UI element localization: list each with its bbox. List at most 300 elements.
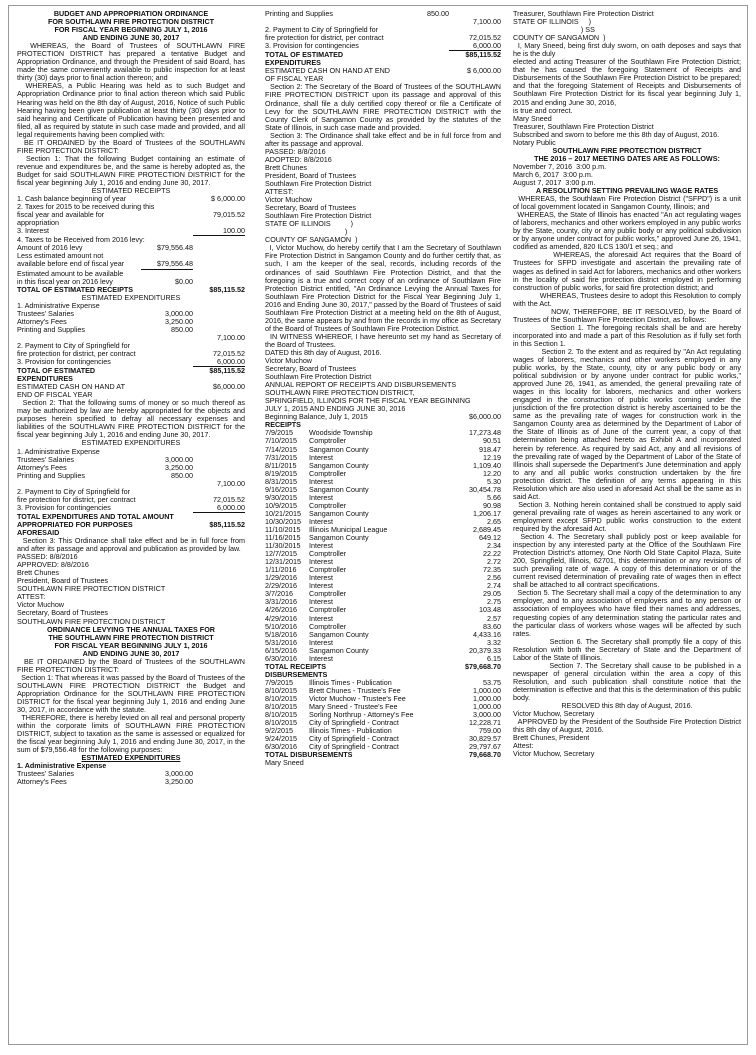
table-row	[265, 606, 501, 614]
table-row	[265, 437, 501, 445]
ledger-label: Trustees' Salaries	[17, 308, 75, 318]
row-description: Comptroller	[309, 621, 347, 631]
row-description: Interest	[309, 613, 333, 623]
ledger-label: Attorney's Fees	[17, 777, 67, 787]
text-paragraph: SOUTHLAWN FIRE PROTECTION DISTRICT,	[265, 388, 415, 398]
row-description: Sangamon County	[309, 533, 369, 543]
text-paragraph: ATTEST:	[17, 592, 46, 602]
text-paragraph: WHEREAS, Trustees desire to adopt this Resolution to comply with the Act.	[513, 290, 743, 308]
text-paragraph: WHEREAS, a Public Hearing was held as to such Budget and Appropriation Ordinance prior to final action thereon which said Public Hearing was held on the 8th day of August, 2016, Notice of such Public Hearing having been given publication at least thirty (30) days prior to said hearing and Certificate of Publication having been presented and filed, all as required by statute in such case made and provided, and all legal requirements having been complied with:	[17, 81, 247, 139]
text-paragraph: SOUTHLAWN FIRE PROTECTION DISTRICT	[17, 584, 166, 594]
table-row	[265, 566, 501, 574]
ledger-amount	[141, 334, 193, 342]
disbursements-table	[265, 679, 501, 751]
newspaper-legal-notice-page	[8, 5, 748, 1045]
row-description: Interest	[309, 557, 333, 567]
ledger-amount	[141, 521, 193, 537]
row-date: 11/30/2015	[265, 541, 301, 551]
row-date: 1/29/2016	[265, 573, 297, 583]
ledger-total: $6,000.00	[213, 382, 245, 392]
row-date: 2/29/2016	[265, 581, 297, 591]
table-row	[265, 582, 501, 590]
ledger-row	[17, 211, 245, 227]
section-heading: SOUTHLAWN FIRE PROTECTION DISTRICT	[552, 145, 702, 155]
row-date: 9/16/2015	[265, 484, 297, 494]
row-amount: 22.22	[483, 549, 501, 559]
table-row	[265, 542, 501, 550]
row-description: Illinois Times - Publication	[309, 726, 392, 736]
text-paragraph: IN WITNESS WHEREOF, I have hereunto set my hand as Secretary of the Board of Trustees.	[265, 331, 503, 349]
row-amount: 83.60	[483, 621, 501, 631]
row-amount: 5.30	[487, 476, 501, 486]
ledger-amount	[141, 211, 193, 227]
text-paragraph: THEREFORE, there is hereby levied on all real and personal property within the corporate limits of SOUTHLAWN FIRE PROTECTION DISTRICT, subject to taxation as the same is assessed or equalized for the fiscal year beginning July 1, 2016 and ending June 30, 2017, in the sum of $79,556.48 for the following purposes:	[17, 713, 247, 755]
table-row	[265, 590, 501, 598]
row-date: 10/9/2015	[265, 500, 297, 510]
text-paragraph: COUNTY OF SANGAMON )	[513, 33, 606, 43]
ledger-amount: $0.00	[175, 276, 193, 286]
row-amount: 72.35	[483, 565, 501, 575]
ledger-label: Amount of 2016 levy	[17, 243, 83, 253]
row-amount: 53.75	[483, 677, 501, 687]
row-amount: 1,109.40	[473, 460, 501, 470]
row-amount: 2.74	[487, 581, 501, 591]
text-paragraph: NOW, THEREFORE, BE IT RESOLVED, by the Board of Trustees of the Southlawn Fire Protection District, as follows:	[513, 306, 743, 324]
text-paragraph: elected and acting Treasurer of the Southlawn Fire Protection District; that he has caused the foregoing Statement of Receipts and Disbursements of the Southlawn Fire Protection District to be prepared; and that the foregoing Statement of Receipts and Disbursements of Southlawn Fire Protection District for its fiscal year beginning July 1, 2015 and ending June 30, 2016,	[513, 57, 743, 107]
row-description: Comptroller	[309, 589, 347, 599]
row-description: Sorling Northrup - Attorney's Fee	[309, 710, 414, 720]
ledger-label: Trustees' Salaries	[17, 769, 75, 779]
text-paragraph: President, Board of Trustees	[17, 576, 109, 586]
text-paragraph: 4. Taxes to be Received from 2016 levy:	[17, 235, 145, 245]
row-description: Sangamon County	[309, 444, 369, 454]
text-paragraph: JULY 1, 2015 AND ENDING JUNE 30, 2016	[265, 404, 406, 414]
row-amount: 4,433.16	[473, 629, 501, 639]
row-description: Comptroller	[309, 436, 347, 446]
row-date: 8/10/2015	[265, 685, 297, 695]
table-row	[265, 429, 501, 437]
text-paragraph: PASSED: 8/8/2016	[17, 552, 78, 562]
text-paragraph: Section 1. The foregoing recitals shall be and are hereby incorporated into and made a part of this Resolution as if fully set forth in this Section 1.	[513, 322, 743, 348]
row-description: Interest	[309, 452, 333, 462]
text-paragraph: Victor Muchow	[265, 356, 313, 366]
row-description: Interest	[309, 597, 333, 607]
row-date: 6/30/2016	[265, 742, 297, 752]
row-amount: 90.51	[483, 436, 501, 446]
row-date: 3/7/2016	[265, 589, 293, 599]
row-amount: 12,228.71	[469, 718, 501, 728]
ledger-amount: 3,250.00	[165, 316, 193, 326]
row-amount: 1,206.17	[473, 508, 501, 518]
row-amount: 649.12	[479, 533, 501, 543]
ledger-amount: 850.00	[171, 470, 193, 480]
row-date: 5/18/2016	[265, 629, 297, 639]
text-paragraph: Southlawn Fire Protection District	[265, 178, 372, 188]
section-heading: AND ENDING JUNE 30, 2017	[82, 33, 180, 43]
ledger-row	[265, 51, 501, 67]
ledger-amount	[141, 480, 193, 488]
row-description: Mary Sneed - Trustee's Fee	[309, 702, 398, 712]
text-paragraph: SOUTHLAWN FIRE PROTECTION DISTRICT	[17, 616, 166, 626]
ledger-amount	[141, 358, 193, 367]
section-heading: THE 2016 – 2017 MEETING DATES ARE AS FOLLOWS:	[534, 153, 720, 163]
ledger-amount	[397, 413, 449, 421]
text-paragraph: ESTIMATED EXPENDITURES	[81, 438, 181, 448]
text-paragraph: Treasurer, Southlawn Fire Protection District	[513, 9, 654, 18]
section-heading: FOR FISCAL YEAR BEGINNING JULY 1, 2016	[54, 640, 208, 650]
text-paragraph: President, Board of Trustees	[265, 170, 357, 180]
row-amount: 1,000.00	[473, 702, 501, 712]
row-description: City of Springfield - Contract	[309, 734, 399, 744]
ledger-total: $6,000.00	[469, 412, 501, 422]
ledger-total: 7,100.00	[217, 332, 245, 342]
row-date: 9/2/2015	[265, 726, 293, 736]
ledger-row	[17, 521, 245, 537]
text-paragraph: TOTAL EXPENDITURES AND TOTAL AMOUNT	[17, 511, 174, 521]
ledger-total: 72,015.52	[469, 33, 501, 43]
text-paragraph: Secretary, Board of Trustees	[17, 608, 108, 618]
row-description: Sangamon County	[309, 484, 369, 494]
row-amount: 30,829.57	[469, 734, 501, 744]
text-paragraph: WHEREAS, the State of Illinois has enacted "An act regulating wages of laborers, mechanics and other workers employed in any public works by the State, county, city or any public body or any political subdivision or by anyone under contract for public works," approved June 26, 1941, codified as amended, 820 ILCS 130/1 et seq.; and	[513, 210, 743, 252]
ledger-total: $85,115.52	[465, 50, 501, 60]
row-date: 6/15/2016	[265, 645, 297, 655]
disbursements-heading: DISBURSEMENTS	[265, 669, 328, 679]
ledger-row	[17, 367, 245, 383]
row-date: 8/10/2015	[265, 718, 297, 728]
row-date: 8/31/2015	[265, 476, 297, 486]
section-heading: BUDGET AND APPROPRIATION ORDINANCE	[53, 9, 209, 18]
text-paragraph: Southlawn Fire Protection District	[265, 211, 372, 221]
row-amount: 17,273.48	[469, 428, 501, 438]
row-amount: 2.56	[487, 573, 501, 583]
row-description: City of Springfield - Contract	[309, 718, 399, 728]
row-date: 4/26/2016	[265, 605, 297, 615]
text-paragraph: Section 2: The Secretary of the Board of Trustees of the SOUTHLAWN FIRE PROTECTION DISTRICT upon its passage and approval of this Ordinance, shall file a duly certified copy thereof or file a Certificate of Levy for the SOUTHLAWN FIRE PROTECTION DISTRICT with the County Clerk of Sangamon County as provided by the statutes of the State of Illinois, in such case made and provided.	[265, 82, 503, 132]
row-date: 3/31/2016	[265, 597, 297, 607]
ledger-label: 3. Interest	[17, 226, 49, 236]
text-paragraph: 1. Administrative Expense	[17, 300, 100, 310]
ledger-amount: 3,250.00	[165, 777, 193, 787]
row-description: Sangamon County	[309, 460, 369, 470]
table-row	[265, 534, 501, 542]
ledger-label: Beginning Balance, July 1, 2015	[265, 412, 368, 422]
table-row	[265, 558, 501, 566]
row-description: Illinois Times - Publication	[309, 677, 392, 687]
ledger-row	[17, 383, 245, 399]
ledger-total: $85,115.52	[209, 366, 245, 376]
table-row	[265, 615, 501, 623]
section-heading: ESTIMATED EXPENDITURES	[81, 753, 181, 763]
ledger-total: 6,000.00	[193, 504, 245, 513]
ledger-label: 1. Cash balance beginning of year	[17, 194, 127, 204]
ledger-label: 3. Provision for contingencies	[265, 41, 359, 51]
text-paragraph: Estimated amount to be available	[17, 268, 124, 278]
column-right	[513, 9, 744, 759]
text-paragraph: Section 2: That the following sums of money or so much thereof as may be authorized by law are hereby appropriated for the objects and purposes herein specified to defray all necessary expenses and liabilities of the SOUTHLAWN FIRE PROTECTION DISTRICT for the fiscal year beginning July 1, 2016 and ending June 30, 2017.	[17, 398, 247, 440]
table-row	[265, 574, 501, 582]
ledger-amount: 3,000.00	[165, 454, 193, 464]
row-date: 8/11/2015	[265, 460, 297, 470]
ledger-row	[17, 778, 245, 786]
ledger-amount: 850.00	[171, 324, 193, 334]
row-description: Interest	[309, 637, 333, 647]
text-paragraph: Mary Sneed	[513, 113, 552, 123]
text-paragraph: WHEREAS, the Southlawn Fire Protection District ("SFPD") is a unit of local government located in Sangamon County, Illinois; and	[513, 194, 743, 212]
row-description: Sangamon County	[309, 508, 369, 518]
text-paragraph: WHEREAS, the aforesaid Act requires that the Board of Trustees for SFPD investigate and ascertain the prevailing rate of wages as defined in said Act for laborers, mechanics and other workers in the locality of said fire protection district employed in performing construction of public works, for said fire protection district; and	[513, 250, 743, 292]
text-paragraph: Notary Public	[513, 137, 556, 147]
table-row	[265, 486, 501, 494]
ledger-total: $ 6,000.00	[467, 66, 501, 76]
text-paragraph: APPROVED: 8/8/2016	[17, 560, 89, 570]
table-row	[265, 631, 501, 639]
ledger-label: Printing and Supplies	[17, 324, 85, 334]
row-amount: 2.75	[487, 597, 501, 607]
row-date: 7/10/2015	[265, 436, 297, 446]
text-paragraph: Section 2. To the extent and as required by "An Act regulating wages of laborers, mechanics and other workers employed in any public works, by the State, county, city or any public body or any political subdivision or by anyone under contract for public works," approved June 26, 1941, as amended, the general prevailing rate of wages in this locality for laborers, mechanics and other workers engaged in the construction of public works coming under the jurisdiction of the fire protection district is hereby ascertained to be the same as the prevailing rate of wages for construction work in the Sangamon County area as determined by the Department of Labor of the State of Illinois as of June of the current year, a copy of that determination being attached hereto as Exhibit A and incorporated herein by reference. As required by said Act, any and all revisions of the prevailing rate of waged by the Department of Labor of the State of Illinois shall supersede the Department's June determination and apply to any and all public works construction undertaken by the fire protection district. The definition of any terms appearing in this Resolution which are also used in aforesaid Act shall be the same as in said Act.	[513, 346, 743, 501]
ledger-label: in this fiscal year on 2016 levy	[17, 276, 113, 286]
row-description: Woodside Township	[309, 428, 373, 438]
row-date: 9/24/2015	[265, 734, 297, 744]
row-amount: 5.66	[487, 492, 501, 502]
text-paragraph: ANNUAL REPORT OF RECEIPTS AND DISBURSEMENTS	[265, 380, 457, 390]
ledger-row	[17, 326, 245, 334]
text-paragraph: ADOPTED: 8/8/2016	[265, 154, 332, 164]
text-paragraph: Mary Sneed	[265, 758, 304, 768]
row-amount: 30,454.78	[469, 484, 501, 494]
ledger-label: ESTIMATED CASH ON HAND AT END OF FISCAL YEAR	[17, 382, 125, 400]
text-paragraph: Section 3: The Ordinance shall take effect and be in full force from and after its passage and approval.	[265, 130, 503, 148]
ledger-label: ESTIMATED CASH ON HAND AT END OF FISCAL YEAR	[265, 66, 390, 84]
section-heading: ORDINANCE LEVYING THE ANNUAL TAXES FOR	[47, 624, 215, 634]
text-paragraph: STATE OF ILLINOIS )	[265, 219, 353, 229]
ledger-label: 3. Provision for contingencies	[17, 357, 111, 367]
ledger-total	[193, 244, 245, 252]
row-description: Interest	[309, 516, 333, 526]
text-paragraph: August 7, 2017 3:00 p.m.	[513, 177, 596, 187]
ledger-total: 72,015.52	[213, 348, 245, 358]
text-paragraph: Treasurer, Southlawn Fire Protection District	[513, 121, 654, 131]
row-description: Comptroller	[309, 605, 347, 615]
ledger-amount	[397, 67, 449, 83]
row-date: 8/10/2015	[265, 702, 297, 712]
row-description: Interest	[309, 492, 333, 502]
ledger-amount	[397, 42, 449, 51]
row-date: 12/7/2015	[265, 549, 297, 559]
text-paragraph: November 7, 2016 3:00 p.m.	[513, 161, 607, 171]
text-paragraph: 1. Administrative Expense	[17, 446, 100, 456]
table-row	[265, 623, 501, 631]
row-amount: 2.65	[487, 516, 501, 526]
table-row	[265, 478, 501, 486]
ledger-amount: 850.00	[427, 9, 449, 18]
ledger-total: 100.00	[193, 227, 245, 236]
ledger-amount	[397, 34, 449, 42]
row-description: Interest	[309, 581, 333, 591]
text-paragraph: DATED this 8th day of August, 2016.	[265, 347, 382, 357]
ledger-row	[265, 10, 501, 18]
text-paragraph: )	[265, 227, 348, 237]
row-date: 8/10/2015	[265, 710, 297, 720]
text-paragraph: Victor Muchow, Secretary	[513, 709, 595, 719]
ledger-total	[193, 464, 245, 472]
text-paragraph: Section 3. Nothing herein contained shall be construed to apply said general prevailing rate of wages as herein ascertained to any work or employment except SFPD public works construction to the extent required by the aforesaid Act.	[513, 499, 743, 533]
row-amount: 2,689.45	[473, 525, 501, 534]
text-paragraph: SPRINGFIELD, ILLINOIS FOR THE FISCAL YEAR BEGINNING	[265, 396, 471, 406]
ledger-amount	[397, 18, 449, 26]
ledger-total: 79,015.52	[213, 210, 245, 220]
ledger-total	[193, 778, 245, 786]
total-disbursements-label: TOTAL DISBURSEMENTS	[265, 750, 353, 760]
row-amount: 29.05	[483, 589, 501, 599]
ledger-total	[193, 456, 245, 464]
ledger-label: Attorney's Fees	[17, 462, 67, 472]
row-amount: 759.00	[479, 726, 501, 736]
ledger-label: Trustees' Salaries	[17, 454, 75, 464]
section-heading: AND ENDING JUNE 30, 2017	[82, 648, 180, 658]
text-paragraph: ESTIMATED RECEIPTS	[91, 186, 171, 196]
ledger-total	[193, 318, 245, 326]
text-paragraph: 2. Payment to City of Springfield for	[17, 486, 131, 496]
row-amount: 103.48	[479, 605, 501, 615]
ledger-total	[193, 310, 245, 318]
table-row	[265, 454, 501, 462]
row-description: Victor Muchow - Trustee's Fee	[309, 693, 406, 703]
row-description: Interest	[309, 476, 333, 486]
text-paragraph: Subscribed and sworn to before me this 8th day of August, 2016.	[513, 129, 720, 139]
ledger-label: fiscal year and available for appropriation	[17, 210, 105, 228]
row-description: Interest	[309, 653, 333, 663]
text-paragraph: Section 1: That whereas it was passed by the Board of Trustees of the SOUTHLAWN FIRE PROTECTION DISTRICT the Budget and Appropriation Ordinance for the SOUTHLAWN FIRE PROTECTION DISTRICT for the fiscal year beginning July 1, 2016 and ending June 30, 2017, in accordance with the statute.	[17, 672, 247, 715]
text-paragraph: ESTIMATED EXPENDITURES	[81, 292, 181, 302]
row-amount: 918.47	[479, 444, 501, 454]
table-row	[265, 470, 501, 478]
ledger-row	[265, 67, 501, 83]
ledger-amount	[141, 496, 193, 504]
ledger-total: 6,000.00	[193, 358, 245, 367]
text-paragraph: I, Mary Sneed, being first duly sworn, on oath deposes and says that he is the duly	[513, 41, 743, 59]
table-row	[265, 494, 501, 502]
ledger-amount: 3,250.00	[165, 462, 193, 472]
text-paragraph: STATE OF ILLINOIS )	[513, 17, 592, 27]
ledger-total: $85,115.52	[209, 519, 245, 529]
ledger-label: Printing and Supplies	[17, 470, 85, 480]
row-description: Interest	[309, 573, 333, 583]
row-amount: 3,000.00	[473, 710, 501, 720]
ledger-label: fire protection for district, per contract	[17, 348, 136, 358]
row-description: City of Springfield - Contract	[309, 742, 399, 752]
text-paragraph: Brett Chunes	[17, 568, 59, 578]
text-paragraph: Attest:	[513, 741, 534, 751]
row-amount: 1,000.00	[473, 685, 501, 695]
row-date: 6/30/2016	[265, 653, 297, 663]
ledger-label: fire protection for district, per contract	[265, 33, 384, 43]
text-paragraph: PASSED: 8/8/2016	[265, 146, 326, 156]
row-amount: 2.72	[487, 557, 501, 567]
section-heading: FOR SOUTHLAWN FIRE PROTECTION DISTRICT	[47, 17, 215, 27]
text-paragraph: Section 6. The Secretary shall promptly file a copy of this Resolution with both the Secretary of State and the Department of Labor of the State of Illinois.	[513, 636, 744, 662]
table-row	[265, 647, 501, 655]
ledger-row	[17, 472, 245, 480]
ledger-total: 7,100.00	[473, 17, 501, 27]
text-paragraph: Section 5. The Secretary shall mail a copy of the determination to any employer, and to any association of employers and to any person or association of employees who have filed their names and addresses, requesting copies of any determination stating the particular rates and the particular class of workers whose wages will be affected by such rates.	[513, 588, 744, 638]
row-description: Comptroller	[309, 565, 347, 575]
ledger-label: Printing and Supplies	[265, 9, 333, 18]
total-disbursements-value: 79,668.70	[469, 750, 501, 760]
text-paragraph: Section 7. The Secretary shall cause to be published in a newspaper of general circulation within the area a copy of this Resolution, and such publication shall constitute notice that the determination is effective and that this is the determination of this public body.	[513, 660, 744, 702]
receipts-table	[265, 429, 501, 662]
text-paragraph: RESOLVED this 8th day of August, 2016.	[561, 701, 693, 711]
text-paragraph: Victor Muchow	[265, 195, 313, 205]
ledger-amount	[141, 350, 193, 358]
row-amount: 29,797.67	[469, 742, 501, 752]
ledger-label: TOTAL OF ESTIMATED RECEIPTS	[17, 284, 134, 294]
row-amount: 1,000.00	[473, 693, 501, 703]
text-paragraph: Brett Chunes	[265, 162, 307, 172]
section-heading: THE SOUTHLAWN FIRE PROTECTION DISTRICT	[48, 632, 214, 642]
text-paragraph: BE IT ORDAINED by the Board of Trustees of the SOUTHLAWN FIRE PROTECTION DISTRICT:	[17, 137, 247, 155]
column-left	[17, 9, 248, 787]
ledger-label: available before end of fiscal year	[17, 259, 125, 269]
text-paragraph: Section 1: That the following Budget containing an estimate of revenue and expenditures be, and the same is hereby adopted as, the Budget for said SOUTHLAWN FIRE PROTECTION DISTRICT for the fiscal year beginning July 1, 2016 and ending June 30, 2017.	[17, 153, 247, 187]
ledger-total	[193, 260, 245, 269]
text-paragraph: RECEIPTS	[265, 420, 301, 430]
row-date: 10/30/2015	[265, 516, 301, 526]
row-date: 7/9/2015	[265, 428, 293, 438]
row-date: 4/29/2016	[265, 613, 297, 623]
text-paragraph: ) SS	[513, 25, 595, 35]
row-date: 12/31/2015	[265, 557, 301, 567]
row-amount: 3.32	[487, 637, 501, 647]
row-date: 1/11/2016	[265, 565, 297, 575]
row-amount: 12.19	[483, 452, 501, 462]
text-paragraph: Secretary, Board of Trustees	[265, 203, 356, 213]
row-description: Brett Chunes - Trustee's Fee	[309, 685, 401, 695]
ledger-total: 72,015.52	[213, 494, 245, 504]
text-paragraph: Victor Muchow	[17, 600, 65, 610]
ledger-total: $ 6,000.00	[211, 194, 245, 204]
text-paragraph: 2. Payment to City of Springfield for	[17, 340, 131, 350]
total-receipts-value: $79,668.70	[465, 661, 501, 671]
total-receipts-label: TOTAL RECEIPTS	[265, 661, 327, 671]
row-date: 10/21/2015	[265, 508, 301, 518]
row-date: 11/16/2015	[265, 533, 301, 543]
row-amount: 2.34	[487, 541, 501, 551]
text-paragraph: 2. Taxes for 2015 to be received during this	[17, 202, 155, 212]
ledger-total: 6,000.00	[449, 42, 501, 51]
ledger-total	[193, 770, 245, 778]
ledger-amount	[141, 227, 193, 236]
row-date: 8/19/2015	[265, 468, 297, 478]
text-paragraph: Section 4. The Secretary shall publicly post or keep available for inspection by any interested party at the Office of the Southlawn Fire Protection District's attorney, One North Old State Capitol Plaza, Suite 200, Springfield, Illinois, 62701, this determination or any revisions of such prevailing rate of wage. A copy of this determination or of the current revised determination of prevailing rate of wages then in effect shall be attached to all contract specifications.	[513, 532, 743, 590]
row-date: 7/31/2015	[265, 452, 297, 462]
ledger-amount	[141, 367, 193, 383]
ledger-label: Attorney's Fees	[17, 316, 67, 326]
ledger-label: TOTAL OF ESTIMATED EXPENDITURES	[17, 366, 96, 384]
row-date: 7/14/2015	[265, 444, 297, 454]
section-heading: FOR FISCAL YEAR BEGINNING JULY 1, 2016	[54, 25, 208, 35]
ledger-label: TOTAL OF ESTIMATED EXPENDITURES	[265, 50, 344, 68]
treasurer-name	[265, 759, 501, 767]
ledger-amount: $79,556.48	[157, 243, 193, 253]
row-description: Illinois Municipal League	[309, 525, 388, 534]
ledger-label: fire protection for district, per contract	[17, 494, 136, 504]
text-paragraph: COUNTY OF SANGAMON )	[265, 235, 358, 245]
text-paragraph: BE IT ORDAINED by the Board of Trustees of the SOUTHLAWN FIRE PROTECTION DISTRICT:	[17, 656, 247, 674]
ledger-label: APPROPRIATED FOR PURPOSES AFORESAID	[17, 519, 133, 537]
row-amount: 12.20	[483, 468, 501, 478]
